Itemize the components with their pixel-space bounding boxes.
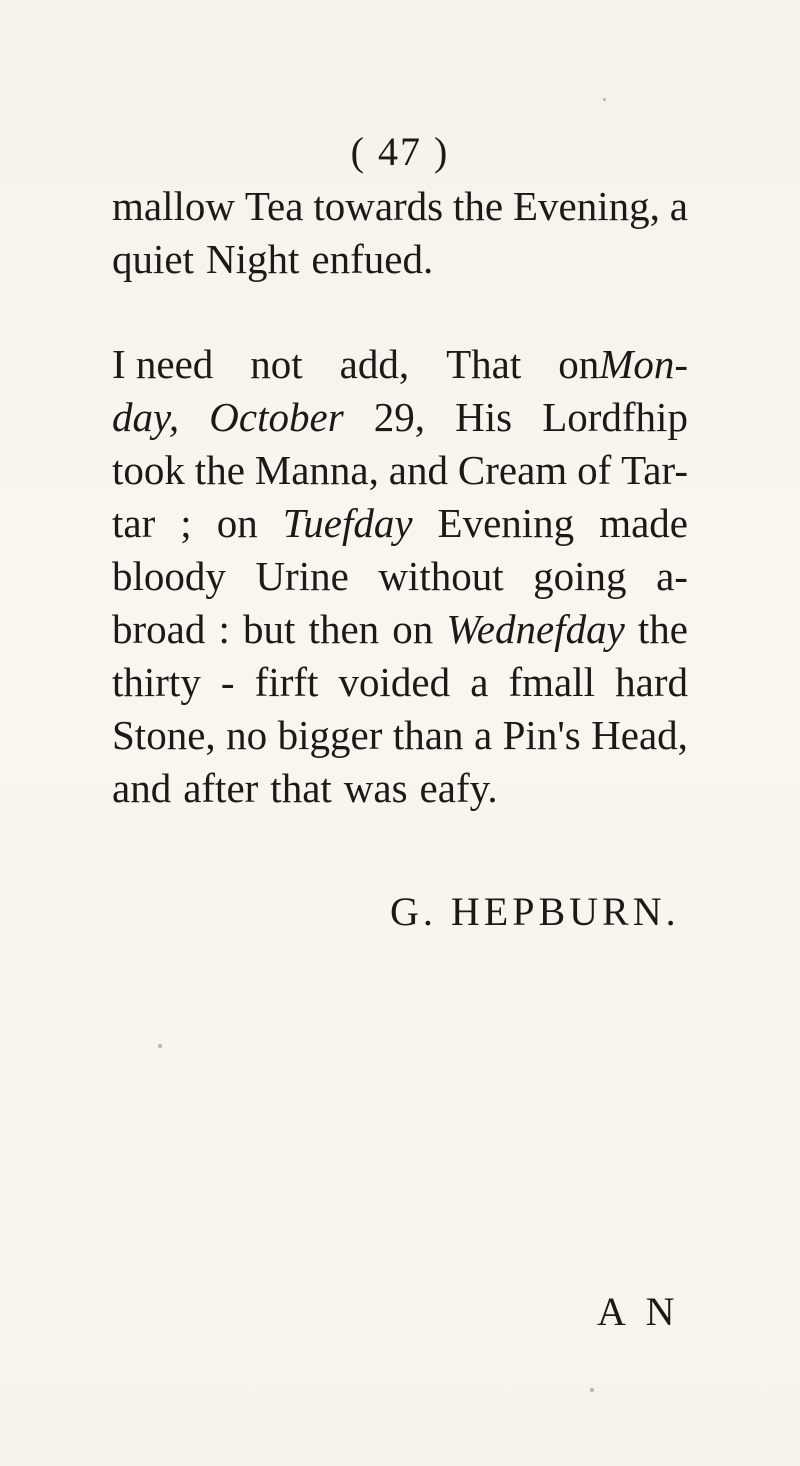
word: Lordfhip — [542, 394, 688, 440]
text-line — [112, 762, 688, 815]
text-line — [112, 180, 688, 233]
word: going — [533, 553, 627, 599]
text-line — [112, 603, 688, 656]
ink-speck — [590, 1388, 594, 1392]
word: then — [308, 606, 380, 652]
word: ; — [180, 500, 192, 546]
word — [558, 338, 688, 391]
word: thirty — [112, 659, 201, 705]
word: a — [669, 183, 688, 229]
small-caps-opening: I need — [112, 341, 214, 387]
word: a — [473, 712, 493, 758]
word: 29, — [373, 394, 426, 440]
word: eafy. — [419, 765, 498, 811]
italic-word: day, — [112, 394, 180, 440]
page-number: ( 47 ) — [350, 129, 450, 174]
word: Stone, — [112, 712, 216, 758]
italic-word: Tuefday — [282, 500, 413, 546]
word: broad — [112, 606, 206, 652]
text-line — [112, 391, 688, 444]
word: not — [250, 341, 303, 387]
word: fmall — [508, 659, 596, 705]
word: Evening, — [512, 183, 660, 229]
text-line — [112, 550, 688, 603]
word: hard — [615, 659, 688, 705]
word: Pin's — [502, 712, 581, 758]
word: : — [218, 606, 230, 652]
word: enfued. — [311, 236, 434, 282]
word: was — [343, 765, 408, 811]
word: mallow — [112, 183, 235, 229]
word: on — [216, 500, 258, 546]
word: after — [183, 765, 259, 811]
text-line — [112, 444, 688, 497]
word: His — [455, 394, 513, 440]
ink-speck — [158, 1044, 162, 1048]
word: Tea — [244, 183, 304, 229]
word: Cream — [457, 447, 568, 493]
word: add, — [339, 341, 410, 387]
word: and — [112, 765, 172, 811]
word: of — [577, 447, 612, 493]
word: That — [446, 341, 522, 387]
word: a — [470, 659, 489, 705]
word: Manna, — [254, 447, 379, 493]
word: made — [599, 500, 688, 546]
word: towards — [313, 183, 444, 229]
word: on — [392, 606, 434, 652]
word: Tar- — [621, 447, 688, 493]
word: without — [378, 553, 504, 599]
catchword: A N — [597, 1289, 681, 1334]
text-line — [112, 656, 688, 709]
word: bloody — [112, 553, 226, 599]
signature: G. HEPBURN. — [390, 889, 680, 934]
word: - — [220, 659, 235, 705]
word: on — [558, 341, 600, 387]
word: Head, — [591, 712, 688, 758]
paragraph-1 — [112, 180, 688, 286]
word: Evening — [437, 500, 575, 546]
word: the — [637, 606, 688, 652]
word: no — [226, 712, 268, 758]
text-line — [112, 709, 688, 762]
ink-speck — [603, 98, 606, 101]
word: bigger — [277, 712, 383, 758]
italic-word: Wednefday — [446, 606, 625, 652]
word: than — [392, 712, 464, 758]
text-line — [112, 338, 688, 391]
word: that — [270, 765, 332, 811]
word: the — [453, 183, 504, 229]
word: quiet — [112, 236, 194, 282]
paragraph-2 — [112, 338, 688, 815]
word: Night — [205, 236, 300, 282]
word: firft — [254, 659, 319, 705]
word: voided — [338, 659, 451, 705]
italic-word: Mon- — [599, 341, 688, 387]
word: but — [243, 606, 296, 652]
word: the — [194, 447, 245, 493]
word: Urine — [255, 553, 349, 599]
text-line — [112, 233, 688, 286]
italic-word: October — [209, 394, 344, 440]
word: took — [112, 447, 185, 493]
word: tar — [112, 500, 156, 546]
text-line — [112, 497, 688, 550]
word: and — [388, 447, 448, 493]
word: a- — [656, 553, 688, 599]
